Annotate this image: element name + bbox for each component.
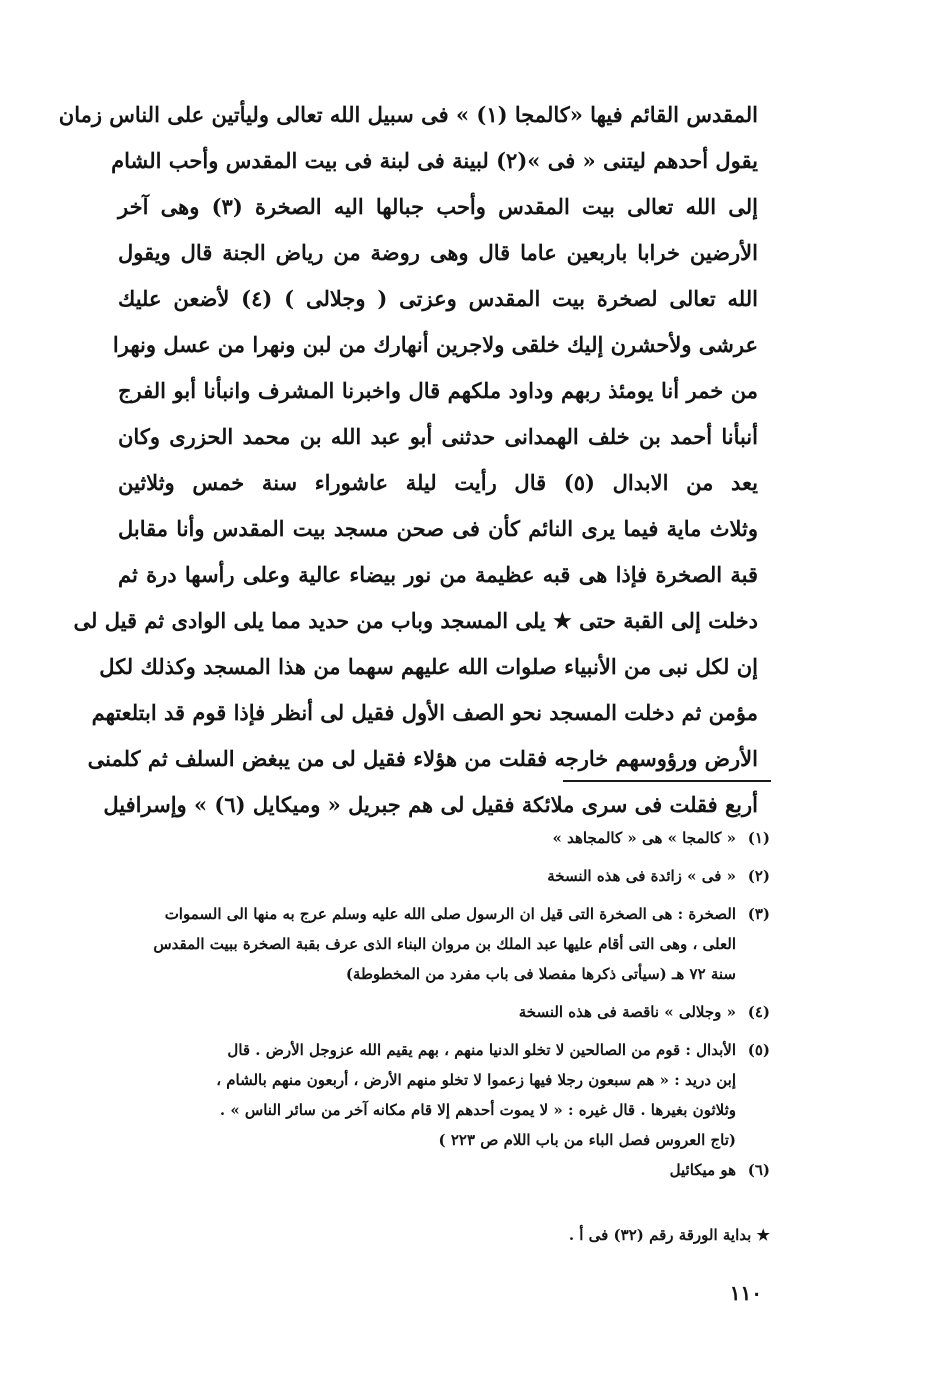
footnote-line: « وجلالى » ناقصة فى هذه النسخة (518, 1003, 736, 1021)
footnote-number: (٥) (747, 1041, 770, 1059)
text-line: دخلت إلى القبة حتى ★ يلى المسجد وباب من حديد مما يلى الوادى ثم قيل لى (73, 608, 758, 633)
footnote-line: (تاج العروس فصل الباء من باب اللام ص ٢٢٣ ) (438, 1131, 736, 1149)
text-line: الله تعالى لصخرة بيت المقدس وعزتى ( وجلالى ) (٤) لأضعن عليك (118, 286, 758, 311)
footnote-number: (٣) (747, 905, 770, 923)
text-line: المقدس القائم فيها «كالمجا (١) » فى سبيل الله تعالى وليأتين على الناس زمان (58, 102, 758, 127)
text-line: من خمر أنا يومئذ ربهم وداود ملكهم قال واخبرنا المشرف وانبأنا أبو الفرج (118, 378, 758, 403)
main-text-block (58, 92, 758, 828)
footnote-line: « كالمجا » هى « كالمجاهد » (552, 829, 736, 847)
text-line: يقول أحدهم ليتنى « فى »(٢) لبينة فى لبنة فى بيت المقدس وأحب الشام (111, 148, 758, 173)
footnote-line: الأبدال : قوم من الصالحين لا تخلو الدنيا منهم ، بهم يقيم الله عزوجل الأرض . قال (227, 1041, 736, 1059)
footnote-number: (٢) (747, 867, 770, 885)
footnote-1 (140, 823, 770, 853)
footnotes-block (140, 823, 770, 1185)
footnote-divider (563, 780, 771, 782)
text-line: أنبأنا أحمد بن خلف الهمدانى حدثنى أبو عبد الله بن محمد الحزرى وكان (118, 424, 758, 449)
text-line: إن لكل نبى من الأنبياء صلوات الله عليهم سهما من هذا المسجد وكذلك لكل (99, 654, 758, 679)
footnote-line: إبن دريد : « هم سبعون رجلا فيها زعموا لا تخلو منهم الأرض ، أربعون منهم بالشام ، (216, 1071, 736, 1089)
footnote-number: (١) (747, 829, 770, 847)
text-line: قبة الصخرة فإذا هى قبه عظيمة من نور بيضاء عالية وعلى رأسها درة ثم (118, 562, 758, 587)
text-line: مؤمن ثم دخلت المسجد نحو الصف الأول فقيل لى أنظر فإذا قوم قد ابتلعتهم (91, 700, 758, 725)
footnote-line: الصخرة : هى الصخرة التى قيل ان الرسول صلى الله عليه وسلم عرج به منها الى السموات (164, 905, 736, 923)
footnote-line: وثلاثون بغيرها . قال غيره : « لا يموت أحدهم إلا قام مكانه آخر من سائر الناس » . (219, 1101, 736, 1119)
footnote-3 (140, 899, 770, 989)
footnote-4 (140, 997, 770, 1027)
text-line: الأرض ورؤوسهم خارجه فقلت من هؤلاء فقيل لى من يبغض السلف ثم كلمنى (87, 746, 758, 771)
page-number: ١١٠ (729, 1281, 762, 1305)
footnote-line: هو ميكائيل (669, 1161, 736, 1179)
footnote-number: (٤) (747, 1003, 770, 1021)
text-line: إلى الله تعالى بيت المقدس وأحب جبالها اليه الصخرة (٣) وهى آخر (118, 194, 758, 219)
manuscript-folio-note: ★ بداية الورقة رقم (٣٢) فى أ . (568, 1226, 770, 1244)
text-line: يعد من الابدال (٥) قال رأيت ليلة عاشوراء سنة خمس وثلاثين (118, 470, 758, 495)
text-line: أربع فقلت فى سرى ملائكة فقيل لى هم جبريل « وميكايل (٦) » وإسرافيل (103, 792, 758, 817)
footnote-number: (٦) (747, 1161, 770, 1179)
footnote-2 (140, 861, 770, 891)
footnote-line: « فى » زائدة فى هذه النسخة (547, 867, 736, 885)
text-line: وثلاث ماية فيما يرى النائم كأن فى صحن مسجد بيت المقدس وأنا مقابل (118, 516, 758, 541)
footnote-line: العلى ، وهى التى أقام عليها عبد الملك بن مروان البناء الذى عرف بقبة الصخرة ببيت المقدس (153, 935, 736, 953)
footnote-5 (140, 1035, 770, 1155)
footnote-6 (140, 1155, 770, 1185)
text-line: عرشى ولأحشرن إليك خلقى ولاجرين أنهارك من لبن ونهرا من عسل ونهرا (112, 332, 758, 357)
footnote-line: سنة ٧٢ هـ (سيأتى ذكرها مفصلا فى باب مفرد من المخطوطة) (345, 965, 736, 983)
text-line: الأرضين خرابا باربعين عاما قال وهى روضة من رياض الجنة قال ويقول (118, 240, 758, 265)
